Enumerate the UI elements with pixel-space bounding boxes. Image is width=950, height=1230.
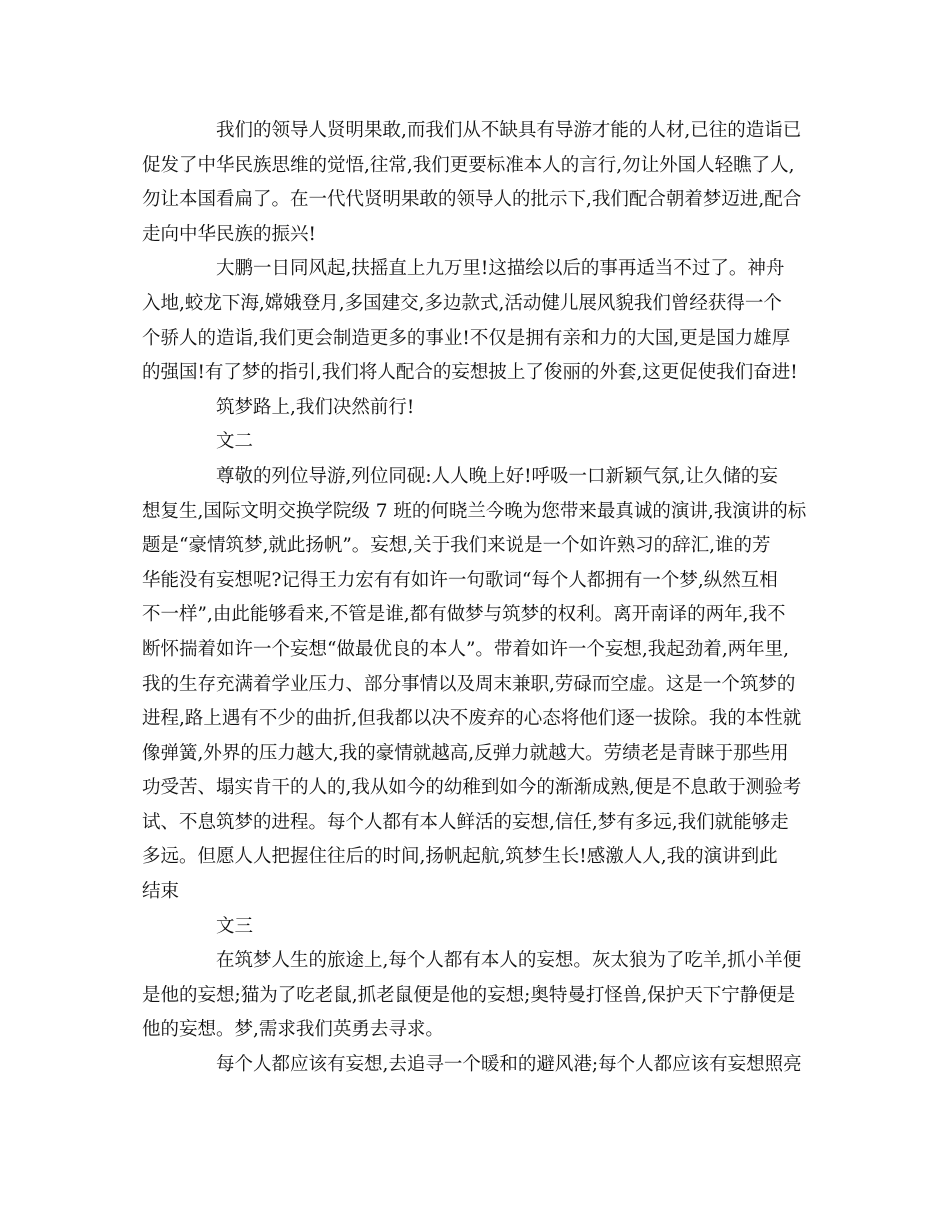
text-line: 华能没有妄想呢?记得王力宏有有如许一句歌词“每个人都拥有一个梦,纵然互相	[142, 569, 778, 591]
text-line: 大鹏一日同风起,扶摇直上九万里!这描绘以后的事再适当不过了。神舟	[216, 258, 785, 280]
text-line: 他的妄想。梦,需求我们英勇去寻求。	[142, 1019, 444, 1041]
text-line: 每个人都应该有妄想,去追寻一个暖和的避风港;每个人都应该有妄想照亮	[216, 1054, 802, 1076]
text-line: 勿让本国看扁了。在一代代贤明果敢的领导人的批示下,我们配合朝着梦迈进,配合	[142, 189, 802, 211]
text-line: 个骄人的造诣,我们更会制造更多的事业!不仅是拥有亲和力的大国,更是国力雄厚	[142, 327, 791, 349]
text-line: 在筑梦人生的旅途上,每个人都有本人的妄想。灰太狼为了吃羊,抓小羊便	[216, 950, 802, 972]
text-line: 像弹簧,外界的压力越大,我的豪情就越高,反弹力就越大。劳绩老是青睐于那些用	[142, 742, 789, 764]
section-heading: 文三	[216, 915, 254, 937]
text-line: 是他的妄想;猫为了吃老鼠,抓老鼠便是他的妄想;奥特曼打怪兽,保护天下宁静便是	[142, 984, 796, 1006]
text-line: 促发了中华民族思维的觉悟,往常,我们更要标准本人的言行,勿让外国人轻瞧了人,	[142, 154, 795, 176]
text-line: 进程,路上遇有不少的曲折,但我都以决不废弃的心态将他们逐一拔除。我的本性就	[142, 708, 802, 730]
text-line: 入地,蛟龙下海,嫦娥登月,多国建交,多边款式,活动健儿展风貌我们曾经获得一个	[142, 292, 782, 314]
text-line: 不一样”,由此能够看来,不管是谁,都有做梦与筑梦的权利。离开南译的两年,我不	[142, 604, 786, 626]
text-line: 的强国!有了梦的指引,我们将人配合的妄想披上了俊丽的外套,这更促使我们奋进!	[142, 362, 798, 384]
text-line: 筑梦路上,我们决然前行!	[216, 396, 415, 418]
text-line: 试、不息筑梦的进程。每个人都有本人鲜活的妄想,信任,梦有多远,我们就能够走	[142, 811, 789, 833]
section-heading: 文二	[216, 431, 254, 453]
text-line: 走向中华民族的振兴!	[142, 223, 316, 245]
text-line: 尊敬的列位导游,列位同砚:人人晚上好!呼吸一口新颖气氛,让久储的妄	[216, 465, 778, 487]
text-line: 想复生,国际文明交换学院级 7 班的何晓兰今晚为您带来最真诚的演讲,我演讲的标	[142, 500, 807, 522]
document-body	[142, 114, 814, 1083]
text-line: 题是“豪情筑梦,就此扬帆”。妄想,关于我们来说是一个如许熟习的辞汇,谁的芳	[142, 535, 771, 557]
text-line: 断怀揣着如许一个妄想“做最优良的本人”。带着如许一个妄想,我起劲着,两年里,	[142, 638, 790, 660]
text-line: 多远。但愿人人把握住往后的时间,扬帆起航,筑梦生长!感激人人,我的演讲到此	[142, 846, 778, 868]
text-line: 我们的领导人贤明果敢,而我们从不缺具有导游才能的人材,已往的造诣已	[216, 120, 802, 141]
text-line: 功受苦、塌实肯干的人的,我从如今的幼稚到如今的渐渐成熟,便是不息敢于测验考	[142, 777, 802, 799]
text-line: 结束	[142, 881, 180, 903]
text-line: 我的生存充满着学业压力、部分事情以及周末兼职,劳碌而空虚。这是一个筑梦的	[142, 673, 796, 695]
